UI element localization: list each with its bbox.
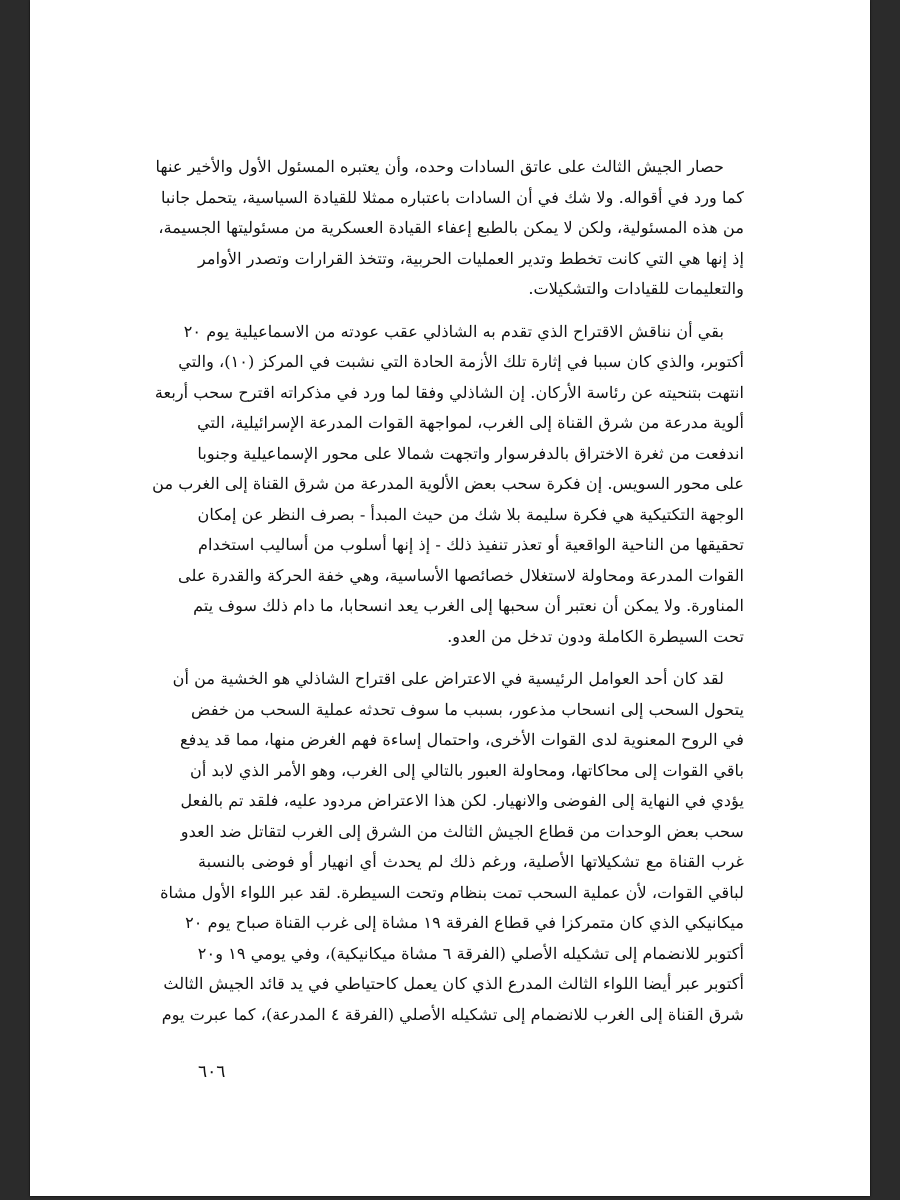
text-line: سحب بعض الوحدات من قطاع الجيش الثالث من الشرق إلى الغرب لتقاتل ضد العدو [180, 821, 744, 841]
text-line: باقي القوات إلى محاكاتها، ومحاولة العبور بالتالي إلى الغرب، وهو الأمر الذي لابد أن [189, 760, 744, 780]
text-line: كما ورد في أقواله. ولا شك في أن السادات باعتباره ممثلا للقيادة السياسية، يتحمل جانبا [161, 187, 744, 207]
text-line: من هذه المسئولية، ولكن لا يمكن بالطبع إعفاء القيادة العسكرية من مسئوليتها الجسيمة، [158, 218, 744, 237]
text-line: يؤدي في النهاية إلى الفوضى والانهيار. لكن هذا الاعتراض مردود عليه، فلقد تم بالفعل [180, 791, 744, 810]
text-line: ميكانيكي الذي كان متمركزا في قطاع الفرقة ١٩ مشاة إلى غرب القناة صباح يوم ٢٠ [185, 913, 744, 932]
paragraph-1 [155, 152, 744, 305]
text-line: ألوية مدرعة من شرق القناة إلى الغرب، لمواجهة القوات المدرعة الإسرائيلية، التي [197, 413, 744, 432]
text-line: شرق القناة إلى الغرب للانضمام إلى تشكيله الأصلي (الفرقة ٤ المدرعة)، كما عبرت يوم [161, 1004, 744, 1024]
text-line: أكتوبر للانضمام إلى تشكيله الأصلي (الفرقة ٦ مشاة ميكانيكية)، وفي يومي ١٩ و٢٠ [197, 943, 744, 963]
text-line: اندفعت من ثغرة الاختراق بالدفرسوار واتجهت شمالا على محور الإسماعيلية وجنوبا [197, 443, 744, 463]
text-line: الوجهة التكتيكية هي فكرة سليمة بلا شك من حيث المبدأ - بصرف النظر عن إمكان [197, 504, 744, 524]
text-line: في الروح المعنوية لدى القوات الأخرى، واحتمال إساءة فهم الغرض منها، مما قد يدفع [180, 730, 744, 749]
text-line: لقد كان أحد العوامل الرئيسية في الاعتراض على اقتراح الشاذلي هو الخشية من أن [172, 669, 724, 688]
text-line: القوات المدرعة ومحاولة لاستغلال خصائصها الأساسية، وهي خفة الحركة والقدرة على [178, 565, 744, 585]
page-number: ٦٠٦ [198, 1062, 226, 1082]
text-line: على محور السويس. إن فكرة سحب بعض الألوية المدرعة من شرق القناة إلى الغرب من [152, 474, 744, 493]
body-text [152, 152, 744, 1030]
text-line: غرب القناة مع تشكيلاتها الأصلية، ورغم ذلك لم يحدث أي انهيار أو فوضى بالنسبة [198, 852, 744, 871]
paragraph-3 [160, 664, 744, 1030]
text-line: أكتوبر عبر أيضا اللواء الثالث المدرع الذي كان يعمل كاحتياطي في يد قائد الجيش الثالث [163, 974, 744, 993]
text-line: والتعليمات للقيادات والتشكيلات. [528, 279, 744, 298]
text-line: أكتوبر، والذي كان سببا في إثارة تلك الأزمة الحادة التي نشبت في المركز (١٠)، والتي [178, 352, 744, 371]
text-line: تحقيقها من الناحية الواقعية أو تعذر تنفيذ ذلك - إذ إنها أسلوب من أساليب استخدام [198, 535, 744, 554]
text-line: تحت السيطرة الكاملة ودون تدخل من العدو. [447, 626, 744, 646]
text-line: بقي أن نناقش الاقتراح الذي تقدم به الشاذلي عقب عودته من الاسماعيلية يوم ٢٠ [183, 321, 724, 341]
paragraph-2 [152, 317, 744, 653]
text-line: يتحول السحب إلى انسحاب مذعور، بسبب ما سوف تحدثه عملية السحب من خفض [191, 699, 744, 719]
document-page [30, 0, 870, 1196]
text-line: حصار الجيش الثالث على عاتق السادات وحده، وأن يعتبره المسئول الأول والأخير عنها [155, 157, 724, 176]
text-line: المناورة. ولا يمكن أن نعتبر أن سحبها إلى الغرب يعد انسحابا، ما دام ذلك سوف يتم [193, 596, 744, 615]
text-line: لباقي القوات، لأن عملية السحب تمت بنظام وتحت السيطرة. لقد عبر اللواء الأول مشاة [160, 882, 744, 902]
text-line: إذ إنها هي التي كانت تخطط وتدير العمليات الحربية، وتتخذ القرارات وتصدر الأوامر [198, 248, 744, 268]
text-line: انتهت بتنحيته عن رئاسة الأركان. إن الشاذلي وفقا لما ورد في مذكراته اقترح سحب أربعة [154, 382, 744, 402]
